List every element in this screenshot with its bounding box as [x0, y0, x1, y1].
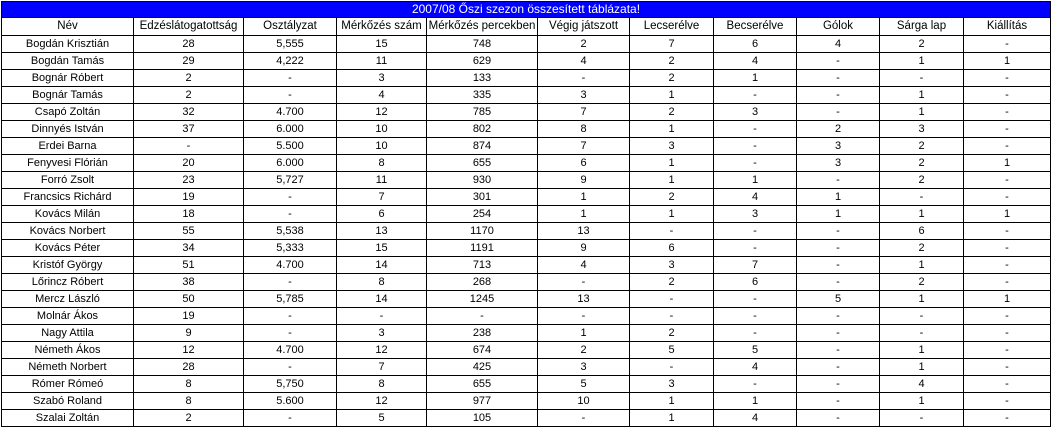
table-row — [2, 325, 1051, 342]
season-summary-table — [1, 1, 1051, 427]
table-row — [2, 393, 1051, 410]
table-cell: - — [244, 87, 337, 104]
table-cell: - — [964, 172, 1051, 189]
column-header-merkozes-percekben: Mérkőzés percekben — [427, 18, 538, 36]
table-cell: 11 — [337, 53, 427, 70]
table-cell: - — [964, 274, 1051, 291]
table-cell: 5,785 — [244, 291, 337, 308]
column-header-merkozes-szam: Mérkőzés szám — [337, 18, 427, 36]
table-cell: 4 — [714, 410, 797, 427]
table-cell: 19 — [134, 308, 244, 325]
table-cell: 5 — [714, 342, 797, 359]
table-row — [2, 240, 1051, 257]
spreadsheet-container — [0, 1, 1028, 424]
column-header-sarga-lap: Sárga lap — [880, 18, 964, 36]
table-cell: 3 — [630, 257, 714, 274]
table-cell: 13 — [538, 223, 630, 240]
player-name-cell: Bogdán Krisztián — [2, 36, 134, 53]
table-cell: 1 — [630, 121, 714, 138]
column-header-edzeslatogatottsag: Edzéslátogatottság — [134, 18, 244, 36]
table-cell: 4 — [337, 87, 427, 104]
table-cell: 2 — [134, 410, 244, 427]
table-cell: 2 — [630, 274, 714, 291]
table-cell: 2 — [630, 189, 714, 206]
table-cell: 14 — [337, 257, 427, 274]
table-cell: 55 — [134, 223, 244, 240]
table-cell: - — [714, 121, 797, 138]
table-cell: - — [964, 223, 1051, 240]
table-cell: 2 — [134, 70, 244, 87]
table-cell: 268 — [427, 274, 538, 291]
player-name-cell: Németh Norbert — [2, 359, 134, 376]
table-cell: 1 — [880, 53, 964, 70]
table-cell: 2 — [630, 104, 714, 121]
table-cell: 10 — [337, 121, 427, 138]
table-cell: - — [630, 308, 714, 325]
player-name-cell: Mercz László — [2, 291, 134, 308]
table-cell: 1 — [880, 393, 964, 410]
table-row — [2, 359, 1051, 376]
column-header-osztalyzat: Osztályzat — [244, 18, 337, 36]
table-row — [2, 376, 1051, 393]
table-cell: - — [538, 70, 630, 87]
table-row — [2, 104, 1051, 121]
table-cell: 335 — [427, 87, 538, 104]
table-cell: 4.700 — [244, 257, 337, 274]
table-cell: - — [964, 325, 1051, 342]
table-cell: 3 — [714, 104, 797, 121]
table-cell: - — [714, 240, 797, 257]
table-cell: - — [797, 257, 880, 274]
table-cell: 8 — [134, 376, 244, 393]
table-cell: 1 — [880, 359, 964, 376]
player-name-cell: Forró Zsolt — [2, 172, 134, 189]
table-cell: 655 — [427, 376, 538, 393]
table-cell: 1 — [630, 87, 714, 104]
column-header-becserelve: Becserélve — [714, 18, 797, 36]
table-cell: - — [964, 376, 1051, 393]
table-cell: 37 — [134, 121, 244, 138]
table-cell: 1 — [797, 206, 880, 223]
table-cell: 4 — [714, 359, 797, 376]
table-cell: 238 — [427, 325, 538, 342]
table-cell: 2 — [630, 53, 714, 70]
table-cell: 1245 — [427, 291, 538, 308]
table-cell: - — [797, 87, 880, 104]
table-cell: - — [964, 393, 1051, 410]
table-cell: - — [964, 342, 1051, 359]
table-cell: 2 — [880, 138, 964, 155]
table-row — [2, 223, 1051, 240]
table-cell: 10 — [337, 138, 427, 155]
table-cell: 1 — [964, 53, 1051, 70]
table-cell: 629 — [427, 53, 538, 70]
table-cell: 6 — [337, 206, 427, 223]
player-name-cell: Kristóf György — [2, 257, 134, 274]
table-row — [2, 291, 1051, 308]
table-cell: 2 — [880, 274, 964, 291]
table-cell: 5.600 — [244, 393, 337, 410]
table-cell: 7 — [538, 138, 630, 155]
table-cell: - — [244, 410, 337, 427]
table-cell: - — [797, 393, 880, 410]
table-cell: - — [964, 70, 1051, 87]
table-cell: 2 — [538, 342, 630, 359]
table-cell: 1 — [714, 393, 797, 410]
table-cell: 11 — [337, 172, 427, 189]
table-cell: - — [797, 104, 880, 121]
table-cell: - — [964, 359, 1051, 376]
table-cell: - — [714, 291, 797, 308]
table-cell: 15 — [337, 36, 427, 53]
table-cell: - — [538, 274, 630, 291]
table-cell: 3 — [630, 376, 714, 393]
table-cell: 2 — [880, 240, 964, 257]
table-cell: 1170 — [427, 223, 538, 240]
table-cell: 4 — [714, 53, 797, 70]
table-cell: 7 — [337, 359, 427, 376]
table-header-row — [2, 18, 1051, 36]
table-cell: 6 — [880, 223, 964, 240]
table-cell: 4 — [538, 53, 630, 70]
table-cell: 38 — [134, 274, 244, 291]
table-cell: - — [630, 223, 714, 240]
table-cell: 1 — [630, 155, 714, 172]
table-cell: - — [880, 189, 964, 206]
table-row — [2, 138, 1051, 155]
table-cell: 1 — [964, 206, 1051, 223]
table-cell: 1 — [880, 206, 964, 223]
table-cell: 6 — [714, 36, 797, 53]
table-cell: - — [797, 223, 880, 240]
table-cell: 2 — [538, 36, 630, 53]
table-cell: 1 — [538, 325, 630, 342]
table-cell: 713 — [427, 257, 538, 274]
player-name-cell: Szabó Roland — [2, 393, 134, 410]
table-cell: 19 — [134, 189, 244, 206]
table-cell: 6.000 — [244, 155, 337, 172]
table-cell: 748 — [427, 36, 538, 53]
table-cell: 5,333 — [244, 240, 337, 257]
table-cell: 655 — [427, 155, 538, 172]
table-cell: 1 — [880, 257, 964, 274]
table-cell: 301 — [427, 189, 538, 206]
table-cell: - — [797, 70, 880, 87]
table-cell: - — [714, 138, 797, 155]
table-cell: 1 — [964, 155, 1051, 172]
column-header-kiallitas: Kiállítás — [964, 18, 1051, 36]
table-cell: - — [714, 223, 797, 240]
table-cell: - — [244, 359, 337, 376]
table-body — [2, 2, 1051, 427]
table-cell: - — [964, 240, 1051, 257]
table-row — [2, 189, 1051, 206]
table-cell: - — [538, 308, 630, 325]
table-cell: 254 — [427, 206, 538, 223]
table-cell: 4 — [797, 36, 880, 53]
table-cell: - — [714, 87, 797, 104]
table-cell: 5 — [797, 291, 880, 308]
table-cell: 34 — [134, 240, 244, 257]
table-cell: - — [964, 121, 1051, 138]
table-cell: - — [797, 359, 880, 376]
player-name-cell: Rómer Rómeó — [2, 376, 134, 393]
table-cell: 12 — [337, 104, 427, 121]
table-cell: 1 — [880, 87, 964, 104]
table-cell: - — [134, 138, 244, 155]
table-title: 2007/08 Őszi szezon összesített táblázata! — [2, 2, 1051, 18]
table-cell: 5 — [538, 376, 630, 393]
column-header-golok: Gólok — [797, 18, 880, 36]
table-cell: - — [714, 155, 797, 172]
table-cell: 674 — [427, 342, 538, 359]
table-cell: 1 — [630, 206, 714, 223]
table-cell: 3 — [630, 138, 714, 155]
table-cell: 3 — [337, 325, 427, 342]
player-name-cell: Lőrincz Róbert — [2, 274, 134, 291]
column-header-lecserelve: Lecserélve — [630, 18, 714, 36]
table-cell: 802 — [427, 121, 538, 138]
table-cell: 12 — [337, 342, 427, 359]
table-cell: 12 — [134, 342, 244, 359]
table-cell: - — [797, 53, 880, 70]
table-title-row — [2, 2, 1051, 18]
player-name-cell: Bognár Róbert — [2, 70, 134, 87]
table-cell: - — [538, 410, 630, 427]
table-cell: 6.000 — [244, 121, 337, 138]
table-row — [2, 155, 1051, 172]
table-cell: 8 — [337, 376, 427, 393]
table-cell: 8 — [337, 155, 427, 172]
table-cell: 13 — [337, 223, 427, 240]
table-cell: - — [714, 376, 797, 393]
player-name-cell: Szalai Zoltán — [2, 410, 134, 427]
table-cell: 5.500 — [244, 138, 337, 155]
table-cell: 28 — [134, 359, 244, 376]
table-cell: 12 — [337, 393, 427, 410]
table-cell: - — [880, 70, 964, 87]
column-header-nev: Név — [2, 18, 134, 36]
table-cell: - — [964, 87, 1051, 104]
table-cell: 3 — [538, 359, 630, 376]
table-cell: - — [880, 410, 964, 427]
table-cell: - — [964, 257, 1051, 274]
table-cell: 1 — [964, 291, 1051, 308]
table-cell: 3 — [337, 70, 427, 87]
table-cell: 4 — [538, 257, 630, 274]
player-name-cell: Nagy Attila — [2, 325, 134, 342]
table-cell: - — [714, 308, 797, 325]
table-cell: 29 — [134, 53, 244, 70]
player-name-cell: Dinnyés István — [2, 121, 134, 138]
table-cell: 2 — [880, 36, 964, 53]
table-cell: 4 — [714, 189, 797, 206]
table-cell: 10 — [538, 393, 630, 410]
table-cell: - — [244, 206, 337, 223]
table-row — [2, 410, 1051, 427]
table-cell: 1 — [880, 342, 964, 359]
table-cell: 3 — [797, 155, 880, 172]
table-cell: 6 — [714, 274, 797, 291]
table-cell: 1191 — [427, 240, 538, 257]
table-cell: 4 — [880, 376, 964, 393]
table-cell: 1 — [797, 189, 880, 206]
table-cell: 2 — [880, 155, 964, 172]
table-cell: - — [964, 308, 1051, 325]
player-name-cell: Erdei Barna — [2, 138, 134, 155]
table-cell: 2 — [797, 121, 880, 138]
table-cell: 5,538 — [244, 223, 337, 240]
table-cell: - — [630, 359, 714, 376]
table-cell: - — [797, 410, 880, 427]
column-header-vegig-jatszott: Végig játszott — [538, 18, 630, 36]
table-row — [2, 121, 1051, 138]
table-cell: 8 — [538, 121, 630, 138]
table-cell: 15 — [337, 240, 427, 257]
table-cell: 9 — [538, 240, 630, 257]
table-cell: 18 — [134, 206, 244, 223]
table-row — [2, 53, 1051, 70]
player-name-cell: Németh Ákos — [2, 342, 134, 359]
table-cell: 3 — [880, 121, 964, 138]
table-cell: - — [244, 274, 337, 291]
table-cell: 1 — [538, 189, 630, 206]
player-name-cell: Kovács Milán — [2, 206, 134, 223]
table-cell: - — [337, 308, 427, 325]
table-cell: - — [797, 325, 880, 342]
table-cell: - — [797, 274, 880, 291]
table-cell: - — [244, 189, 337, 206]
table-row — [2, 257, 1051, 274]
table-row — [2, 342, 1051, 359]
table-row — [2, 172, 1051, 189]
table-cell: 1 — [630, 393, 714, 410]
table-cell: 7 — [714, 257, 797, 274]
table-cell: - — [427, 308, 538, 325]
table-row — [2, 87, 1051, 104]
table-cell: 5,750 — [244, 376, 337, 393]
table-row — [2, 36, 1051, 53]
table-cell: 3 — [797, 138, 880, 155]
table-cell: 5 — [630, 342, 714, 359]
table-row — [2, 308, 1051, 325]
table-row — [2, 274, 1051, 291]
table-cell: 2 — [134, 87, 244, 104]
table-cell: 5 — [337, 410, 427, 427]
table-cell: - — [244, 308, 337, 325]
table-cell: 1 — [880, 291, 964, 308]
table-cell: 6 — [538, 155, 630, 172]
table-cell: 7 — [538, 104, 630, 121]
table-cell: 14 — [337, 291, 427, 308]
table-cell: 785 — [427, 104, 538, 121]
table-cell: 105 — [427, 410, 538, 427]
table-cell: - — [797, 240, 880, 257]
table-cell: 7 — [630, 36, 714, 53]
table-cell: 977 — [427, 393, 538, 410]
table-cell: 32 — [134, 104, 244, 121]
table-cell: - — [797, 172, 880, 189]
table-cell: 4.700 — [244, 104, 337, 121]
table-cell: 5,555 — [244, 36, 337, 53]
table-cell: 133 — [427, 70, 538, 87]
table-cell: - — [714, 325, 797, 342]
table-cell: 13 — [538, 291, 630, 308]
table-cell: 3 — [714, 206, 797, 223]
table-cell: 2 — [880, 172, 964, 189]
player-name-cell: Csapó Zoltán — [2, 104, 134, 121]
table-cell: - — [880, 325, 964, 342]
table-cell: 5,727 — [244, 172, 337, 189]
player-name-cell: Fenyvesi Flórián — [2, 155, 134, 172]
table-cell: - — [797, 308, 880, 325]
player-name-cell: Kovács Péter — [2, 240, 134, 257]
table-cell: 425 — [427, 359, 538, 376]
table-cell: 930 — [427, 172, 538, 189]
table-cell: - — [964, 189, 1051, 206]
table-row — [2, 70, 1051, 87]
table-cell: 6 — [630, 240, 714, 257]
table-cell: - — [244, 70, 337, 87]
table-cell: 1 — [714, 70, 797, 87]
table-cell: 2 — [630, 325, 714, 342]
player-name-cell: Bogdán Tamás — [2, 53, 134, 70]
table-cell: 50 — [134, 291, 244, 308]
table-cell: - — [630, 291, 714, 308]
player-name-cell: Bognár Tamás — [2, 87, 134, 104]
table-cell: 8 — [134, 393, 244, 410]
table-cell: - — [964, 36, 1051, 53]
table-cell: 1 — [630, 410, 714, 427]
table-cell: - — [964, 138, 1051, 155]
table-cell: - — [797, 376, 880, 393]
table-cell: 1 — [630, 172, 714, 189]
table-cell: 874 — [427, 138, 538, 155]
table-cell: 51 — [134, 257, 244, 274]
table-cell: - — [797, 342, 880, 359]
table-cell: 9 — [538, 172, 630, 189]
table-cell: 28 — [134, 36, 244, 53]
table-cell: 7 — [337, 189, 427, 206]
table-cell: 8 — [337, 274, 427, 291]
table-cell: 1 — [538, 206, 630, 223]
player-name-cell: Kovács Norbert — [2, 223, 134, 240]
table-cell: - — [244, 325, 337, 342]
table-cell: - — [880, 308, 964, 325]
table-cell: 4,222 — [244, 53, 337, 70]
table-cell: 1 — [714, 172, 797, 189]
table-cell: 9 — [134, 325, 244, 342]
player-name-cell: Molnár Ákos — [2, 308, 134, 325]
table-cell: 2 — [630, 70, 714, 87]
table-cell: 4.700 — [244, 342, 337, 359]
table-cell: 1 — [880, 104, 964, 121]
table-cell: 3 — [538, 87, 630, 104]
table-cell: - — [964, 410, 1051, 427]
table-cell: 23 — [134, 172, 244, 189]
player-name-cell: Francsics Richárd — [2, 189, 134, 206]
table-row — [2, 206, 1051, 223]
table-cell: 20 — [134, 155, 244, 172]
table-cell: - — [964, 104, 1051, 121]
